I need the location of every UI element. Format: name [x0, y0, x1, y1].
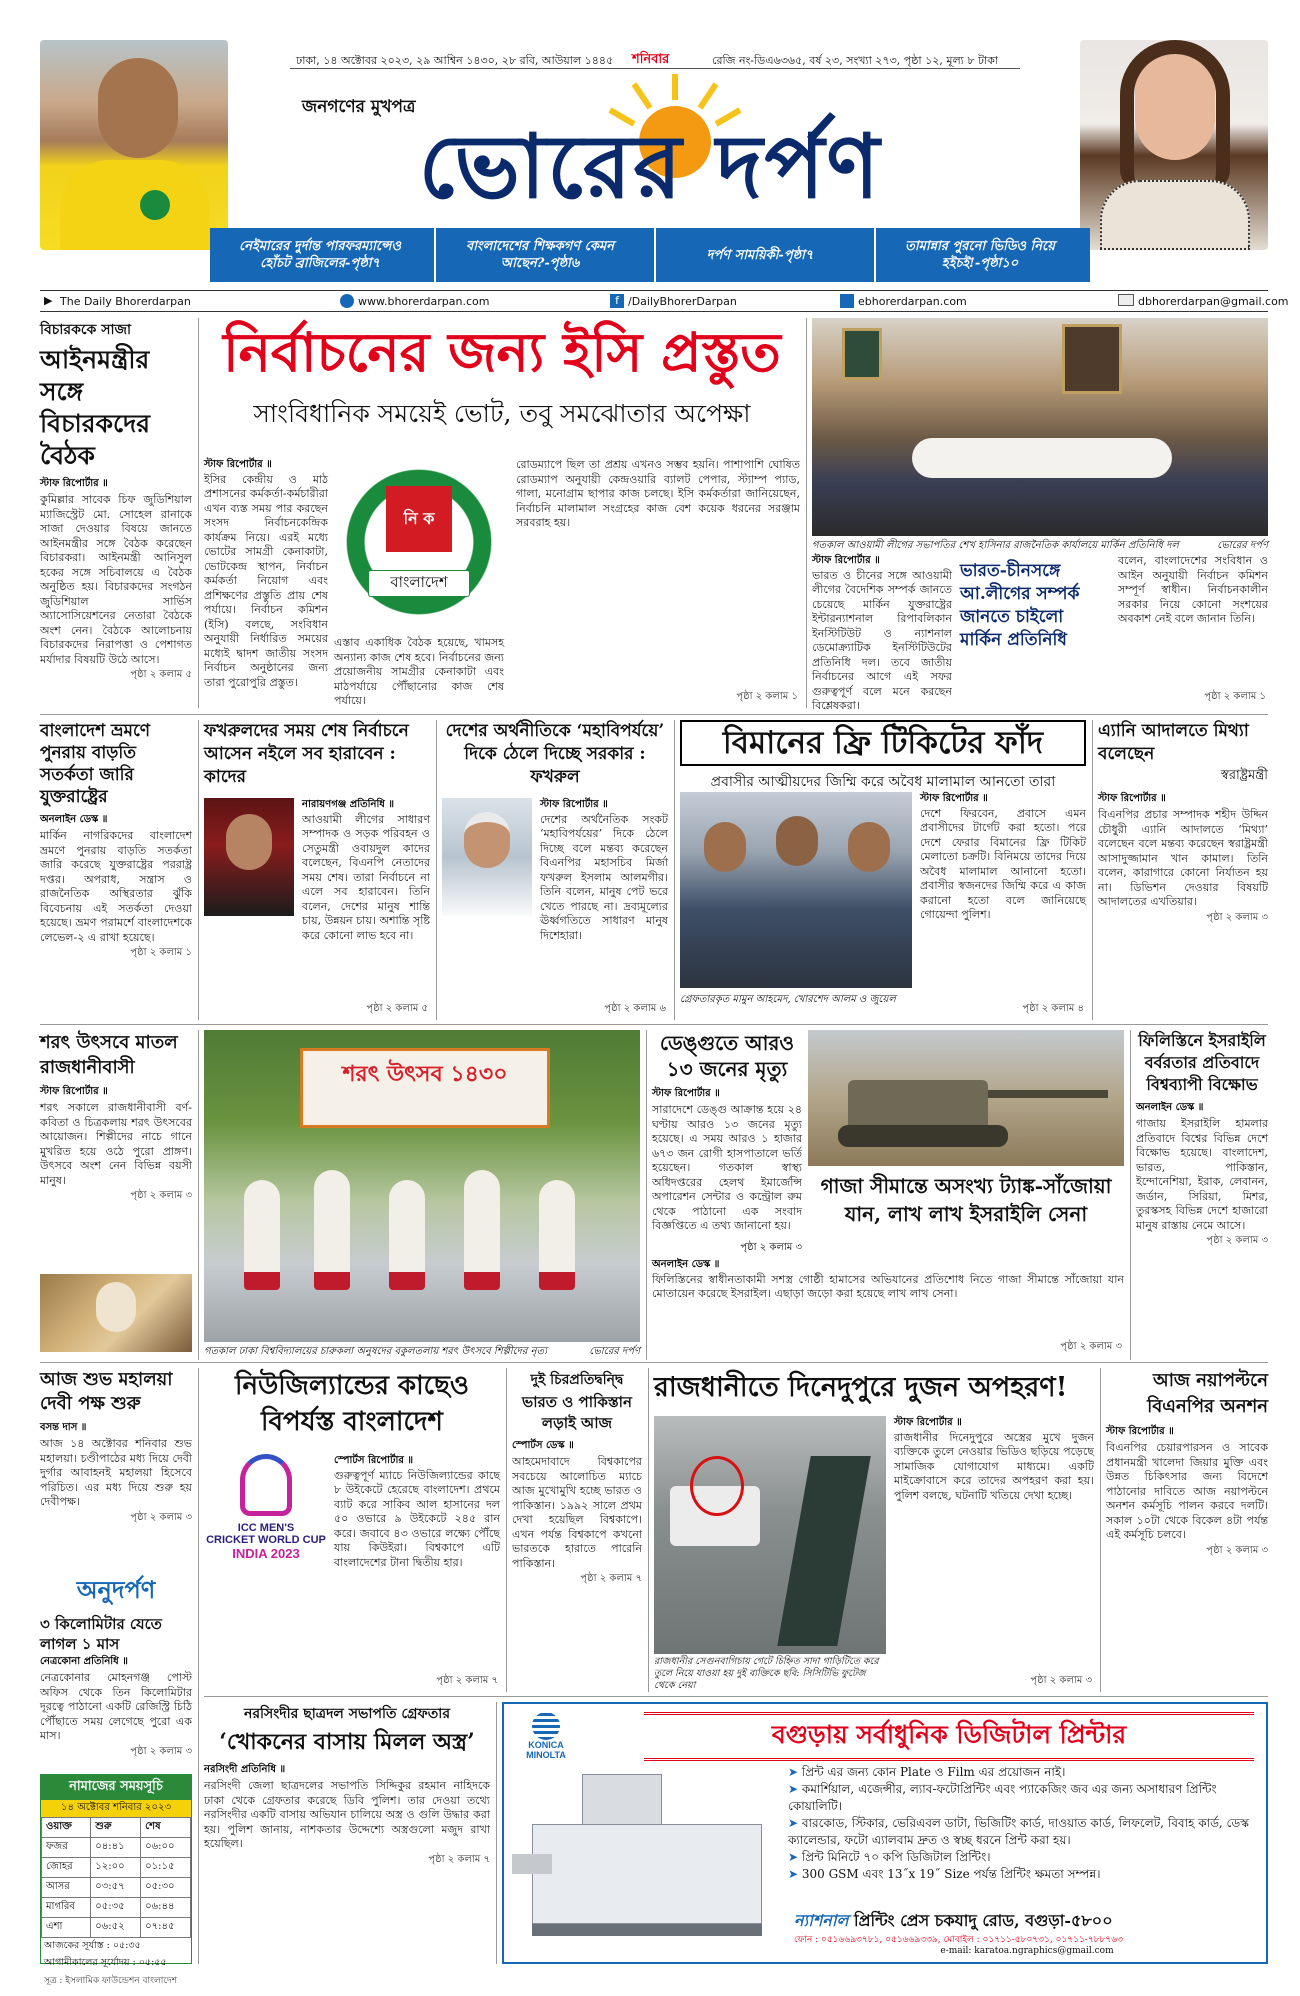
col-left: [812, 554, 952, 714]
quader-story: [204, 720, 430, 1020]
caption-text: রাজধানীর সেগুনবাগিচায় গেটে চিহ্নিত সাদা গাড়িটিতে করে তুলে নিয়ে যাওয়া হয় দুই ব্যক্তিকে: [654, 1656, 879, 1679]
divider: [496, 1702, 497, 1964]
body-text: আওয়ামী লীগের সাধারণ সম্পাদক ও সড়ক পরিবহন ও সেতুমন্ত্রী ওবায়দুল কাদের বলেছেন, বিএনপি নেতাদের সময় শেষ। তারা নির্বাচনে না এলে সব হারাবেন। তিনি বলেন, দেশের মানুষ শান্তি চায়, উন্নয়ন চায়। অশান্তি সৃষ্টি করে কোনো লাভ হবে না।: [302, 812, 430, 942]
facebook-icon: f: [610, 294, 624, 308]
lead-byline: স্টাফ রিপোর্টার ॥: [204, 459, 272, 470]
divider: [198, 1030, 199, 1360]
sunset: আজকের সূর্যাস্ত : ০৫:৩৫: [44, 1940, 141, 1951]
row-rule: [40, 1362, 1268, 1363]
ad-bullet: [788, 1781, 1258, 1815]
gaza-headline: গাজা সীমান্তে অসংখ্য ট্যাঙ্ক-সাঁজোয়া যান, লাখ লাখ ইসরাইলি সেনা: [820, 1174, 1112, 1226]
prayer-date: ১৪ অক্টোবর শনিবার ২০২৩: [41, 1800, 191, 1817]
headline: এ্যানি আদালতে মিথ্যা বলেছেন: [1098, 721, 1249, 764]
lead-subhead: সাংবিধানিক সময়েই ভোট, তবু সমঝোতার অপেক্ষা: [253, 399, 751, 428]
headline: ৩ কিলোমিটার যেতে লাগল ১ মাস: [40, 1615, 162, 1653]
ad-headline: বগুড়ায় সর্বাধুনিক ডিজিটাল প্রিন্টার: [644, 1712, 1254, 1761]
cell: আসর: [42, 1878, 91, 1898]
row-rule: [40, 714, 1268, 715]
headline: শরৎ উৎসবে মাতল রাজধানীবাসী: [40, 1032, 178, 1078]
divider: [198, 1368, 199, 1964]
ad-bullet-text: বারকোড, স্টিকার, ভেরিএবল ডাটা, ভিজিটিং কার্ড, দাওয়াত কার্ড, লিফলেট, বিবাহ কার্ড, ডেস্ক ক্যালেন্ডার, ফটো এ্যালবাম দ্রুত ও স্বচ্ছ ধরনে প্রিন্ট করা হয়।: [788, 1816, 1249, 1847]
body: গাজায় ইসরাইলি হামলার প্রতিবাদে বিশ্বের বিভিন্ন দেশে বিক্ষোভ হয়েছে। বাংলাদেশ, ভারত, পাকিস্তান, ইন্দোনেশিয়া, ইরাক, লেবানন, জর্ডান, সিরিয়া, মিশর, তুরস্কসহ বিভিন্ন দেশে হাজারো মানুষ রাস্তায় নেমে আসে।: [1136, 1117, 1268, 1232]
dengue-story: [652, 1030, 802, 1240]
body-text: ফিলিস্তিনের স্বাধীনতাকামী সশস্ত্র গোষ্ঠী হামাসের অভিযানের প্রতিশোধ নিতে গাজা সীমান্তে সাঁজোয়া যান মোতায়েন করেছে ইসরাইল। এছাড়া জড়ো করা হয়েছে লাখ লাখ সেনা।: [652, 1272, 1124, 1300]
byline: স্টাফ রিপোর্টার ॥: [812, 555, 880, 566]
cell: ০৫:৩০: [141, 1878, 191, 1898]
highlight-circle: [690, 1456, 744, 1516]
body: [920, 792, 1086, 923]
body: [334, 1454, 500, 1570]
tamannaah-photo: [1080, 40, 1268, 250]
newspaper-title: ভোরের দর্পণ: [418, 115, 882, 218]
check-icon: ➤: [788, 1765, 802, 1779]
ec-logo-caption: বাংলাদেশ: [368, 570, 470, 597]
continued[interactable]: পৃষ্ঠা ২ কলাম ৭: [580, 1573, 642, 1584]
durga-idol-photo: [40, 1274, 192, 1352]
lead-story: [204, 318, 800, 708]
ad-bullet-text: 300 GSM এবং 13˝x 19˝ Size পর্যন্ত প্রিন্টিং ক্ষমতা সম্পন্ন।: [801, 1867, 1101, 1881]
body: আহমেদাবাদে বিশ্বকাপের সবচেয়ে আলোচিত ম্যাচে আজ মুখোমুখি হচ্ছে ভারত ও পাকিস্তান। ১৯৯২ সালে প্রথম দেখা হয়েছিল বিশ্বকাপে। এখন পর্যন্ত বিশ্বকাপে কখনো ভারতকে হারাতে পারেনি পাকিস্তান।: [512, 1455, 642, 1570]
photo-caption: গ্রেফতারকৃত মামুন আহমেদ, খোরশেদ আলম ও জুয়েল: [680, 994, 896, 1005]
divider: [198, 318, 199, 708]
quader-photo: [204, 798, 294, 916]
divider: [436, 720, 437, 1020]
divider: [674, 720, 675, 1020]
lead-headline: নির্বাচনের জন্য ইসি প্রস্তুত: [223, 321, 781, 384]
byline: স্টাফ রিপোর্টার ॥: [920, 793, 988, 804]
sharat-caption: [204, 1344, 640, 1361]
headline: ভারত ও পাকিস্তান লড়াই আজ: [522, 1393, 632, 1432]
lead-col4: রোডম্যাপে ছিল তা প্রশ্রয় এখনও সম্ভব হয়নি। পাশাপাশি ঘোষিত রোডম্যাপ অনুযায়ী কেন্দ্রওয়ারি ব্যালট পেপার, স্ট্যাম্প প্যাড, গালা, মনোগ্রাম ছাপার কাজ চলছে। ইসি কর্মকর্তারা জানিয়েছেন, নির্বাচনি মালামাল সংগ্রহের কাজ বেশ কয়েক ধরনের সরঞ্জাম সরবরাহ হয়।: [516, 458, 800, 529]
headline: নিউজিল্যান্ডের কাছেও বিপর্যস্ত বাংলাদেশ: [235, 1371, 469, 1437]
ad-bullet: [788, 1849, 1258, 1866]
continued[interactable]: পৃষ্ঠা ২ কলাম ৩: [1206, 1544, 1268, 1556]
facebook-link[interactable]: /DailyBhorerDarpan: [628, 295, 737, 308]
subhead: প্রবাসীর আত্মীয়দের জিম্মি করে অবৈধ মালামাল আনতো তারা: [710, 774, 1056, 790]
ad-bullet: [788, 1866, 1258, 1883]
body: [302, 798, 430, 943]
body-text: গুরুত্বপূর্ণ ম্যাচে নিউজিল্যান্ডের কাছে ৮ উইকেটে হেরেছে বাংলাদেশ। প্রথমে ব্যাট করে সাকিব আল হাসানের দল ৫০ ওভারে ৯ উইকেটে ২৪৫ রান করে। জবাবে ৪৩ ওভারে লক্ষ্যে পৌঁছে যায় কিউইরা। বিশ্বকাপে এটি বাংলাদেশের টানা দ্বিতীয় হার।: [334, 1468, 500, 1569]
byline: বসন্ত দাস ॥: [40, 1422, 87, 1433]
logo-line3: INDIA 2023: [232, 1546, 300, 1561]
registration-info: রেজি নং-ডিএ৬৩৬৫, বর্ষ ২৩, সংখ্যা ২৭৩, পৃষ্ঠা ১২, মূল্য ৮ টাকা: [712, 54, 999, 67]
continued[interactable]: পৃষ্ঠা ২ কলাম ৩: [1206, 1235, 1268, 1246]
bnp-story: [1106, 1368, 1268, 1692]
gaza-story: [652, 1240, 1124, 1358]
body: ভারত ও চীনের সঙ্গে আওয়ামী লীগের বৈদেশিক সম্পর্ক জানতে চেয়েছে মার্কিন যুক্তরাষ্ট্রের ইন্টারন্যাশনাল রিপাবলিকান ইনস্টিটিউট ও ন্যাশনাল ডেমোক্র্যাটিক ইনস্টিটিউটের প্রতিনিধি দল। তবে জাতীয় নির্বাচনের আগে এই সফর গুরুত্বপূর্ণ বলে মনে করছেন বিশ্লেষকরা।: [812, 568, 952, 712]
row-rule: [40, 1024, 1268, 1025]
byline: স্পোর্টস রিপোর্টার ॥: [334, 1455, 414, 1466]
ad-bullet: [788, 1815, 1258, 1849]
body: আজ ১৪ অক্টোবর শনিবার শুভ মহালয়া। চণ্ডীপাঠের মধ্য দিয়ে দেবী দুর্গার আবাহনই মহালয়া হিসেবে পরিচিত। এর মধ্য দিয়ে শুরু হয় দেবীপক্ষ।: [40, 1437, 192, 1508]
byline: নেত্রকোনা প্রতিনিধি ॥: [40, 1656, 128, 1667]
arrested-photo: [680, 792, 912, 988]
prayer-row: [42, 1878, 191, 1898]
dateline: ঢাকা, ১৪ অক্টোবর ২০২৩, ২৯ আশ্বিন ১৪৩০, ২৮ রবি, আউয়াল ১৪৪৫: [296, 54, 614, 67]
anudarpan-box: [40, 1572, 192, 1768]
teaser-tamannaah[interactable]: তামান্নার পুরনো ভিডিও নিয়ে হইচই!-পৃষ্ঠা১০: [874, 228, 1084, 282]
header-cell: শেষ: [141, 1818, 191, 1838]
annie-story: [1098, 720, 1268, 1020]
ad-bullet-text: কমার্শিয়াল, এজেন্সীর, ল্যাব-ফটোপ্রিন্টিং এবং প্যাকেজিং জব এর জন্য অসাধারণ প্রিন্টিং কোয়ালিটি।: [788, 1782, 1217, 1813]
meeting-photo: [812, 318, 1268, 536]
us-travel-story: [40, 720, 192, 1020]
cell: এশা: [42, 1918, 91, 1938]
headline: বাংলাদেশ ভ্রমণে পুনরায় বাড়তি সতর্কতা জারি যুক্তরাষ্ট্রের: [40, 721, 151, 807]
row-rule: [204, 1696, 1268, 1697]
arms-story: [204, 1702, 490, 1964]
prayer-table: [41, 1817, 191, 1938]
headline: ডেঙ্গুতে আরও ১৩ জনের মৃত্যু: [659, 1031, 795, 1081]
body: মার্কিন নাগরিকদের বাংলাদেশ ভ্রমণে পুনরায় বাড়তি সতর্কতা জারি করেছে যুক্তরাষ্ট্রের পররাষ্ট্র দপ্তর। অপরাধ, সন্ত্রাস ও রাজনৈতিক অস্থিরতার ঝুঁকি বিবেচনায় এই সতর্কতা দেওয়া হয়েছে। ভ্রমণ পরামর্শে বাংলাদেশকে লেভেল-২ এ রাখা হয়েছে।: [40, 829, 192, 944]
body-text: দেশে ফিরবেন, প্রবাসে এমন প্রবাসীদের টার্গেট করা হতো। পরে দেশে ফেরার বিমানের ফ্রি টিকিট মেলাতো চক্রটি। বিনিময়ে তাদের দিয়ে অবৈধ মালামাল আনানো হতো। প্রবাসীর স্বজনদের জিম্মি করে এ কাজ করানো হতো বলে জানিয়েছে গোয়েন্দা পুলিশ।: [920, 806, 1086, 921]
divider: [806, 318, 807, 708]
continued[interactable]: পৃষ্ঠা ২ কলাম ৩: [130, 1745, 192, 1757]
headline: ফখরুলদের সময় শেষ নির্বাচনে আসেন নইলে সব হারাবেন : কাদের: [204, 721, 409, 787]
kicker: দুই চিরপ্রতিদ্বন্দ্বি: [530, 1372, 624, 1388]
caption-credit: ভোরের দর্পণ: [589, 1346, 640, 1357]
headline: আজ নয়াপল্টনে বিএনপির অনশন: [1147, 1370, 1268, 1417]
byline: নারায়ণগঞ্জ প্রতিনিধি ॥: [302, 799, 395, 810]
cwc-logo: [204, 1454, 328, 1594]
prayer-header-row: [42, 1818, 191, 1838]
email-link[interactable]: dbhorerdarpan@gmail.com: [1138, 295, 1289, 308]
sunrise: আগামীকালের সূর্যোদয় : ০৫:৫৫: [44, 1957, 167, 1968]
kidnap-story: [654, 1368, 1094, 1692]
check-icon: ➤: [788, 1867, 802, 1881]
check-icon: ➤: [788, 1850, 802, 1864]
gaza-body: [652, 1258, 1124, 1302]
continued[interactable]: পৃষ্ঠা ২ কলাম ৩: [1206, 911, 1268, 923]
body: শরৎ সকালে রাজধানীবাসী বর্ণ-কবিতা ও চিত্রকলায় শরৎ উৎসবের আয়োজন। শিল্পীদের নাচে গানে মুখরিত হয়ে ওঠে পুরো প্রাঙ্গণ। উৎসবে অংশ নেন বিভিন্ন বয়সী মানুষ।: [40, 1101, 192, 1187]
ad-phone: ফোন : ০৫১৬৬৯৩৭৮১, ০৫১৬৬৯৩৩৯, মোবাইল : ০১৭১১-৫৮০৭৩১, ০১৭১১-৭৮৮৭৬৩: [794, 1935, 1123, 1945]
body-text: দেশের অর্থনৈতিক সংকট ‘মহাবিপর্যয়ের’ দিকে ঠেলে দিচ্ছে বলে মন্তব্য করেছেন বিএনপির মহাসচিব মির্জা ফখরুল ইসলাম আলমগীর। তিনি বলেন, মানুষ পেট ভরে খেতে পারছে না। দ্রব্যমূল্যের ঊর্ধ্বগতিতে সাধারণ মানুষ দিশেহারা।: [540, 812, 668, 942]
header-cell: ওয়াক্ত: [42, 1818, 91, 1838]
website-link[interactable]: www.bhorerdarpan.com: [358, 295, 490, 308]
cell: ০৭:৪৫: [141, 1918, 191, 1938]
teaser-teachers[interactable]: বাংলাদেশের শিক্ষকগণ কেমন আছেন?-পৃষ্ঠা৬: [434, 228, 644, 282]
headline: ‘খোকনের বাসায় মিলল অস্ত্র’: [219, 1729, 475, 1755]
lead-col1: [204, 458, 328, 690]
prayer-row: [42, 1918, 191, 1938]
body: বিএনপির প্রচার সম্পাদক শহীদ উদ্দিন চৌধুরী এ্যানি আদালতে ‘মিথ্যা’ বলেছেন বলে মন্তব্য করেছেন স্বরাষ্ট্রমন্ত্রী আসাদুজ্জামান খান কামাল। তিনি বলেন, কারাগারে কোনো নির্যাতন হয় না। ডিভিশন দেওয়ার বিষয়টি আদালতের এখতিয়ার।: [1098, 808, 1268, 908]
konica-globe-icon: [532, 1712, 560, 1740]
continued[interactable]: পৃষ্ঠা ২ কলাম ৫: [130, 669, 192, 680]
ec-logo: [334, 458, 504, 626]
ad-bullets: [788, 1764, 1258, 1883]
col-right: বলেন, বাংলাদেশের সংবিধান ও আইন অনুযায়ী নির্বাচন কমিশন সম্পূর্ণ স্বাধীন। নির্বাচনকালীন সরকার নিয়ে কোনো সংশয়ের অবকাশ নেই বলে জানান তিনি।: [1118, 554, 1268, 625]
headline: আইনমন্ত্রীর সঙ্গে বিচারকদের বৈঠক: [40, 345, 150, 470]
ad-bullet: [788, 1764, 1258, 1781]
day-label: শনিবার: [632, 52, 670, 67]
trophy-icon: [240, 1454, 292, 1516]
sharat-utsav-photo: [204, 1030, 640, 1342]
social-bar: [40, 290, 1289, 312]
kicker: নরসিংদীর ছাত্রদল সভাপতি গ্রেফতার: [243, 1706, 451, 1722]
body: নেত্রকোনার মোহনগঞ্জ পোস্ট অফিস থেকে তিন কিলোমিটার দূরত্বে পাঠানো একটি রেজিস্ট্রি চিঠি পৌঁছাতে সময় লেগেছে পুরো এক মাস।: [40, 1671, 192, 1742]
globe-icon: [340, 294, 354, 308]
ad-bullet-text: প্রিন্ট মিনিটে ৭০ কপি ডিজিটাল প্রিন্টিং।: [801, 1850, 991, 1864]
ind-pak-story: [512, 1368, 642, 1692]
dateline-rule: [290, 68, 1020, 69]
printer-ad: [502, 1702, 1268, 1964]
divider: [1092, 720, 1093, 1020]
palestine-story: [1136, 1030, 1268, 1360]
press-line: [794, 1908, 1260, 1935]
continued[interactable]: পৃষ্ঠা ২ কলাম ৪: [1022, 1003, 1084, 1014]
cell: ০৫:৩৫: [91, 1898, 141, 1918]
epaper-link[interactable]: ebhorerdarpan.com: [858, 295, 967, 308]
cell: ০৬:০০: [141, 1838, 191, 1858]
byline: স্টাফ রিপোর্টার ॥: [652, 1088, 720, 1099]
teaser-strip: [210, 228, 1090, 282]
kicker: বিচারককে সাজা: [40, 322, 132, 338]
cell: ১২:০০: [91, 1858, 141, 1878]
neymar-photo: [40, 40, 228, 250]
body: কুমিল্লার সাবেক চিফ জুডিশিয়াল ম্যাজিস্ট্রেট মো. সোহেল রানাকে সাজা দেওয়ার বিষয়ে জানতে আইনমন্ত্রীর সঙ্গে বৈঠক করেছেন বিচারকরা। আইনমন্ত্রী আনিসুল হকের সঙ্গে সচিবালয়ে এ বৈঠক অনুষ্ঠিত হয়। বিচারকদের সংগঠন জুডিশিয়াল সার্ভিস অ্যাসোসিয়েশনের নেতারা বৈঠকে অংশ নেন। বৈঠকে আলোচনায় বিচারকদের নিরাপত্তা ও পেশাগত মর্যাদার বিষয়টি উঠে আসে।: [40, 493, 192, 666]
byline: স্টাফ রিপোর্টার ॥: [40, 1086, 108, 1097]
divider: [646, 1030, 647, 1360]
byline: স্টাফ রিপোর্টার ॥: [1098, 793, 1166, 804]
prayer-source: সূত্র : ইসলামিক ফাউন্ডেশন বাংলাদেশ: [44, 1976, 178, 1986]
cell: ০১:১৫: [141, 1858, 191, 1878]
divider: [648, 1368, 649, 1692]
cell: ০৬:৪৪: [141, 1898, 191, 1918]
ad-email[interactable]: e-mail: karatoa.ngraphics@gmail.com: [940, 1946, 1114, 1956]
continued[interactable]: পৃষ্ঠা ২ কলাম ৩: [130, 1190, 192, 1201]
mahalaya-story: [40, 1368, 192, 1568]
brand-name: The Daily Bhorerdarpan: [60, 295, 191, 308]
prayer-row: [42, 1858, 191, 1878]
tagline: জনগণের মুখপত্র: [302, 97, 416, 117]
cell: জোহর: [42, 1858, 91, 1878]
byline: অনলাইন ডেস্ক ॥: [652, 1259, 720, 1270]
caption-credit: ছবি: সিসিটিভি ফুটেজ থেকে নেয়া: [654, 1668, 866, 1691]
header-cell: শুরু: [91, 1818, 141, 1838]
play-icon: ▶: [44, 294, 53, 307]
body: বিএনপির চেয়ারপারসন ও সাবেক প্রধানমন্ত্রী খালেদা জিয়ার মুক্তি এবং উন্নত চিকিৎসার জন্য বিদেশে পাঠানোর দাবিতে আজ নয়াপল্টনে অনশন কর্মসূচি পালন করবে দলটি। সকাল ১০টা থেকে বিকেল ৪টা পর্যন্ত এই কর্মসূচি চলবে।: [1106, 1441, 1268, 1541]
brand: KONICA MINOLTA: [526, 1740, 566, 1760]
headline: বিমানের ফ্রি টিকিটের ফাঁদ: [680, 720, 1086, 766]
prayer-row: [42, 1898, 191, 1918]
byline: নরসিংদী প্রতিনিধি ॥: [204, 1764, 286, 1775]
divider: [198, 720, 199, 1020]
continued[interactable]: পৃষ্ঠা ২ কলাম ৭: [428, 1853, 490, 1865]
continued[interactable]: পৃষ্ঠা ২ কলাম ১: [1204, 691, 1266, 702]
byline: স্টাফ রিপোর্টার ॥: [894, 1417, 962, 1428]
fakhrul-story: [442, 720, 668, 1020]
byline: স্টাফ রিপোর্টার ॥: [1106, 1426, 1174, 1437]
byline: অনলাইন ডেস্ক ॥: [40, 814, 108, 825]
divider: [1100, 1368, 1101, 1692]
headline-tail: স্বরাষ্ট্রমন্ত্রী: [1220, 768, 1268, 783]
continued[interactable]: পৃষ্ঠা ২ কলাম ৩: [1030, 1675, 1092, 1686]
printer-photo: [512, 1764, 772, 1956]
continued[interactable]: পৃষ্ঠা ২ কলাম ৭: [436, 1675, 498, 1686]
caption-text: গতকাল ঢাকা বিশ্ববিদ্যালয়ের চারুকলা অনুষদের বকুলতলায় শরৎ উৎসবে শিল্পীদের নৃত্য: [204, 1346, 547, 1357]
teaser-samoyiki[interactable]: দর্পণ সাময়িকী-পৃষ্ঠা৭: [654, 228, 864, 282]
headline: ফিলিস্তিনে ইসরাইলি বর্বরতার প্রতিবাদে বিশ্বব্যাপী বিক্ষোভ: [1138, 1031, 1266, 1094]
ticket-story: [680, 720, 1086, 1020]
body: নরসিংদী জেলা ছাত্রদলের সভাপতি সিদ্দিকুর রহমান নাহিদকে ঢাকা থেকে গ্রেফতার করেছে ডিবি পুলিশ। তার দেওয়া তথ্যে নরসিংদীর একটি বাসায় অভিযান চালিয়ে অস্ত্র ও গুলি উদ্ধার করা হয়। পুলিশ জানায়, নাশকতার উদ্দেশ্যে অস্ত্রগুলো মজুদ রাখা হয়েছিল।: [204, 1779, 490, 1850]
prayer-times-box: [40, 1774, 192, 1986]
body: সারাদেশে ডেঙ্গু আক্রান্ত হয়ে ২৪ ঘণ্টায় আরও ১৩ জনের মৃত্যু হয়েছে। এ সময় আরও ১ হাজার ৬৭৩ জন রোগী হাসপাতালে ভর্তি হয়েছেন। গতকাল স্বাস্থ্য অধিদপ্তরের হেলথ ইমার্জেন্সি অপারেশন সেন্টার ও কন্ট্রোল রুম থেকে পাঠানো এক সংবাদ বিজ্ঞপ্তিতে এ তথ্য জানানো হয়।: [652, 1103, 802, 1232]
headline: রাজধানীতে দিনেদুপুরে দুজন অপহরণ!: [654, 1372, 1068, 1403]
meeting-caption: [812, 538, 1268, 555]
body: [894, 1416, 1094, 1503]
photo-caption: [654, 1656, 886, 1692]
prayer-title: নামাজের সময়সূচি: [41, 1775, 191, 1800]
ad-bullet-text: প্রিন্ট এর জন্য কোন Plate ও Film এর প্রয়োজন নাই।: [801, 1765, 1066, 1779]
utsav-banner: [300, 1048, 550, 1128]
check-icon: ➤: [788, 1816, 802, 1830]
konica-logo: [516, 1712, 576, 1760]
byline: অনলাইন ডেস্ক ॥: [1136, 1102, 1204, 1113]
body: [540, 798, 668, 943]
nz-story: [204, 1368, 500, 1692]
logo-line2: CRICKET WORLD CUP: [206, 1534, 326, 1546]
check-icon: ➤: [788, 1782, 802, 1796]
teaser-neymar[interactable]: নেইমারের দুর্দান্ত পারফরম্যান্সেও হোঁচট ব্রাজিলের-পৃষ্ঠা৭: [216, 228, 424, 282]
divider: [506, 1368, 507, 1692]
epaper-icon: [840, 294, 854, 308]
law-minister-story: [40, 318, 192, 708]
cell: ০৩:৫৭: [91, 1878, 141, 1898]
cell: ০৬:৫২: [91, 1918, 141, 1938]
press-name: ন্যাশনাল: [794, 1911, 849, 1930]
continued[interactable]: পৃষ্ঠা ২ কলাম ৬: [604, 1003, 666, 1014]
byline: স্টাফ রিপোর্টার ॥: [540, 799, 608, 810]
continued[interactable]: পৃষ্ঠা ২ কলাম ৫: [366, 1003, 428, 1014]
fakhrul-photo: [442, 798, 532, 916]
divider: [1130, 1030, 1131, 1360]
logo-line1: ICC MEN'S: [237, 1522, 295, 1534]
mail-icon: [1118, 294, 1134, 306]
banner-text: শরৎ উৎসব ১৪৩০: [342, 1061, 508, 1087]
continued[interactable]: পৃষ্ঠা ২ কলাম ১: [130, 947, 192, 958]
caption-credit: ভোরের দর্পণ: [1217, 540, 1268, 551]
continued[interactable]: পৃষ্ঠা ২ কলাম ৩: [130, 1511, 192, 1523]
lead-col3: এস্তাব একাধিক বৈঠক হয়েছে, খামসহ অন্যান্য কাজ শেষ হবে। নির্বাচনের জন্য প্রয়োজনীয় সামগ্রীর কেনাকাটা এবং মাঠপর্যায়ে পৌঁছানোর কাজ শেষ পর্যায়ে।: [334, 636, 504, 707]
dengue-continued[interactable]: পৃষ্ঠা ২ কলাম ৩: [740, 1242, 802, 1253]
byline: স্টাফ রিপোর্টার ॥: [40, 478, 108, 489]
lead-continued[interactable]: পৃষ্ঠা ২ কলাম ১: [736, 691, 798, 702]
press-address: প্রিন্টিং প্রেস চকযাদু রোড, বগুড়া-৫৮০০: [854, 1911, 1113, 1930]
cell: ০৪:৪১: [91, 1838, 141, 1858]
anudarpan-title: অনুদর্পণ: [76, 1575, 156, 1604]
continued[interactable]: পৃষ্ঠা ২ কলাম ৩: [1060, 1341, 1122, 1352]
prayer-row: [42, 1838, 191, 1858]
byline: স্পোর্টস ডেস্ক ॥: [512, 1440, 574, 1451]
cctv-photo: [654, 1416, 886, 1654]
headline: আজ শুভ মহালয়া দেবী পক্ষ শুরু: [40, 1369, 173, 1414]
cell: ফজর: [42, 1838, 91, 1858]
india-china-headline: ভারত-চীনসঙ্গে আ.লীগের সম্পর্ক জানতে চাইলো মার্কিন প্রতিনিধি: [960, 561, 1080, 650]
ballot-box: নি ক: [386, 486, 452, 552]
lead-body1: ইসির কেন্দ্রীয় ও মাঠ প্রশাসনের কর্মকর্তা-কর্মচারীরা এখন ব্যস্ত সময় পার করছেন সংসদ নির্বাচনকেন্দ্রিক কার্যক্রম নিয়ে। এরই মধ্যে ভোটের সামগ্রী কেনাকাটা, ভোটকেন্দ্র স্থাপন, নির্বাচন কর্মকর্তা নিয়োগ এবং প্রশিক্ষণের প্রস্তুতি প্রায় শেষ পর্যায়ে। নির্বাচন কমিশন (ইসি) বলছে, সংবিধান অনুযায়ী নির্ধারিত সময়ের মধ্যেই দ্বাদশ জাতীয় সংসদ নির্বাচন অনুষ্ঠানের জন্য তারা পুরোপুরি প্রস্তুত।: [204, 472, 328, 689]
sharat-story: [40, 1030, 192, 1270]
caption-text: গতকাল আওয়ামী লীগের সভাপতির শেখ হাসিনার রাজনৈতিক কার্যালয়ে মার্কিন প্রতিনিধি দল: [812, 540, 1179, 551]
india-china-story: [812, 554, 1268, 712]
cell: মাগরিব: [42, 1898, 91, 1918]
headline: দেশের অর্থনীতিকে ‘মহাবিপর্যয়ে’ দিকে ঠেলে দিচ্ছে সরকার : ফখরুল: [445, 721, 665, 787]
tank-photo: [808, 1030, 1124, 1166]
body-text: রাজধানীর দিনেদুপুরে অস্ত্রের মুখে দুজন ব্যক্তিকে তুলে নেওয়ার ভিডিও ছড়িয়ে পড়েছে সামাজিক যোগাযোগ মাধ্যমে। একটি মাইক্রোবাসে করে তাদের অপহরণ করা হয়। পুলিশ বলছে, ঘটনাটি খতিয়ে দেখা হচ্ছে।: [894, 1430, 1094, 1502]
